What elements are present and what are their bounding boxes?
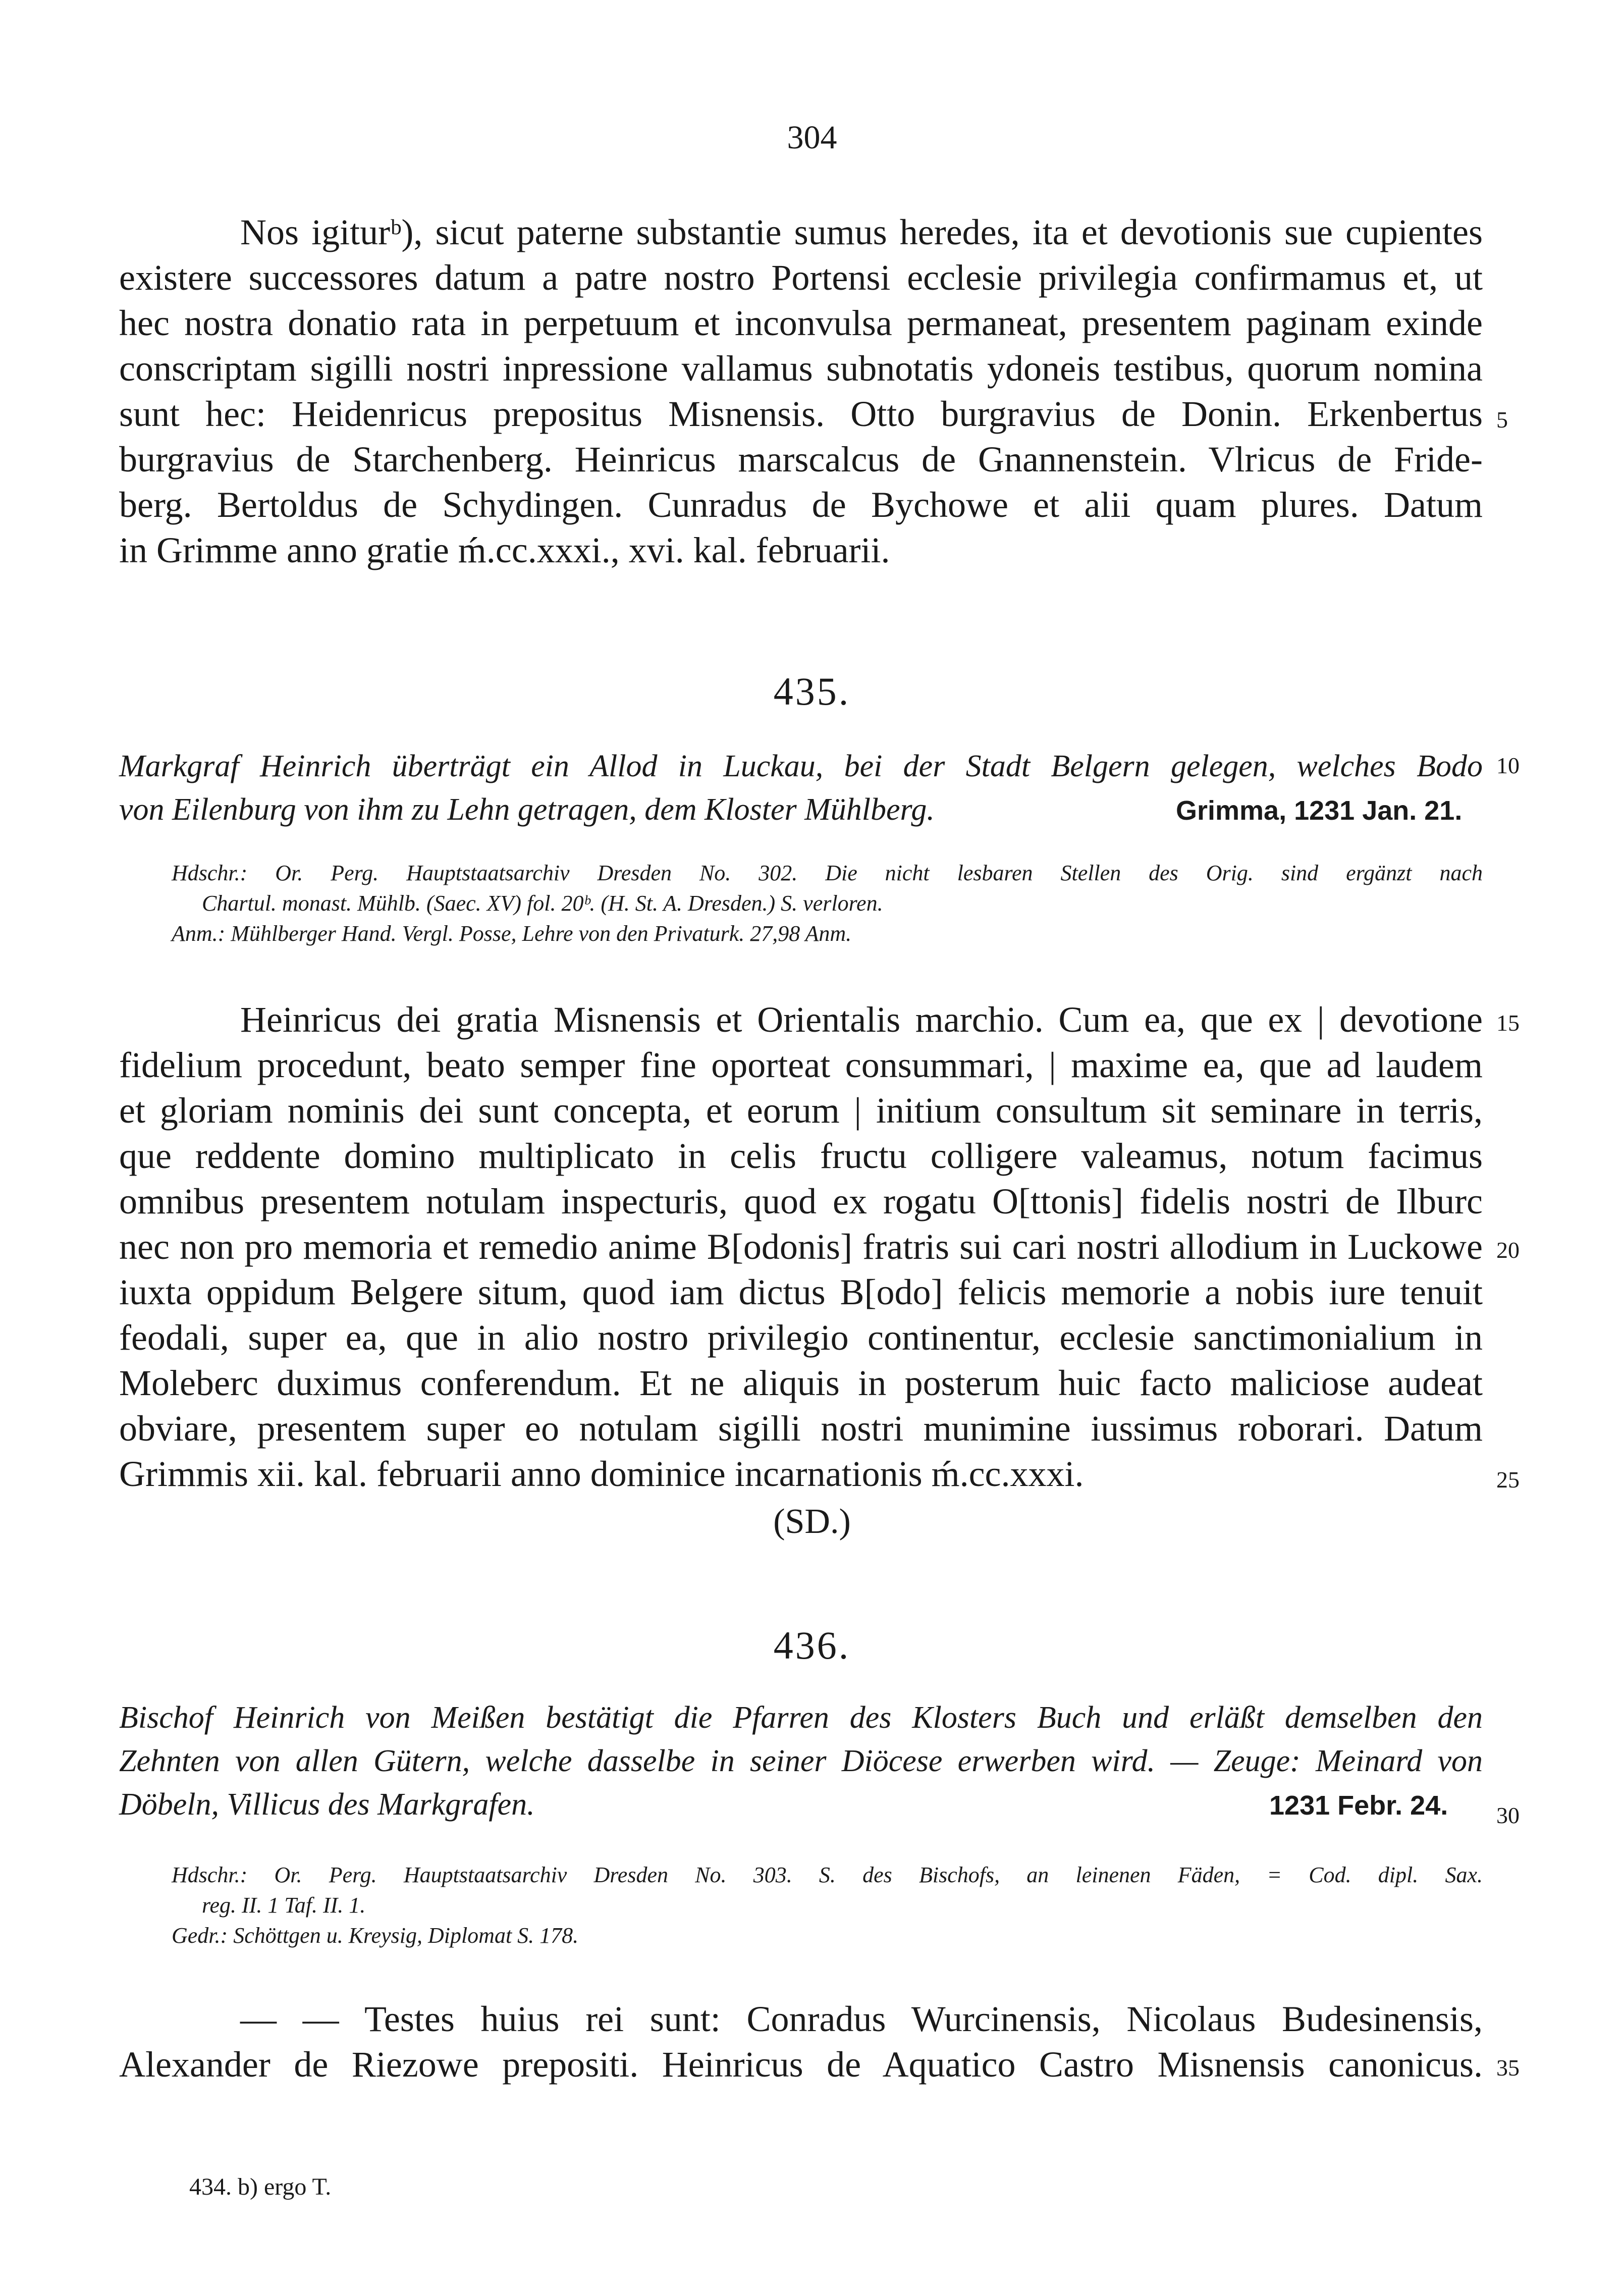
text-line: omnibus presentem notulam inspecturis, quod ex rogatu O[ttonis] fidelis nostri de Ilburc [119, 1181, 1483, 1221]
text-line: que reddente domino multiplicato in celis fructu colligere valeamus, notum facimus [119, 1136, 1483, 1176]
note-line: Hdschr.: Or. Perg. Hauptstaatsarchiv Dresden No. 302. Die nicht lesbaren Stellen des Orig. sind ergänzt nach [172, 861, 1483, 885]
note-line: Gedr.: Schöttgen u. Kreysig, Diplomat S. 178. [172, 1923, 579, 1948]
text-line: Alexander de Riezowe prepositi. Heinricus de Aquatico Castro Misnensis canonicus. [119, 2044, 1483, 2085]
line-number: 5 [1496, 407, 1508, 433]
document-date: 1231 Febr. 24. [1269, 1790, 1448, 1821]
note-line: Anm.: Mühlberger Hand. Vergl. Posse, Lehre von den Privaturk. 27,98 Anm. [172, 921, 852, 946]
text-line: berg. Bertoldus de Schydingen. Cunradus de Bychowe et alii quam plures. Datum [119, 485, 1483, 525]
text-line: et gloriam nominis dei sunt concepta, et eorum | initium consultum sit seminare in terris, [119, 1090, 1483, 1131]
regest-line: Zehnten von allen Gütern, welche dasselbe in seiner Diöcese erwerben wird. — Zeuge: Meinard von [119, 1744, 1483, 1778]
text-line: Grimmis xii. kal. februarii anno dominice incarnationis ḿ.cc.xxxi. [119, 1454, 1084, 1494]
text-line: existere successores datum a patre nostro Portensi ecclesie privilegia confirmamus et, ut [119, 257, 1483, 298]
text-line: fidelium procedunt, beato semper fine oporteat consummari, | maxime ea, que ad laudem [119, 1045, 1483, 1085]
seal-mark: (SD.) [773, 1502, 851, 1541]
line-number: 35 [1496, 2055, 1520, 2081]
line-number: 20 [1496, 1237, 1520, 1263]
line-number: 10 [1496, 753, 1520, 778]
text-line: Moleberc duximus conferendum. Et ne aliquis in posterum huic facto maliciose audeat [119, 1363, 1483, 1403]
text-line: — — Testes huius rei sunt: Conradus Wurcinensis, Nicolaus Budesinensis, [240, 1999, 1483, 2039]
document-number-436: 436. [773, 1623, 851, 1667]
regest-line: Döbeln, Villicus des Markgrafen. [119, 1787, 535, 1822]
text-line: sunt hec: Heidenricus prepositus Misnensis. Otto burgravius de Donin. Erkenbertus [119, 394, 1483, 434]
regest-line: von Eilenburg von ihm zu Lehn getragen, dem Kloster Mühlberg. [119, 792, 935, 827]
document-number-435: 435. [773, 669, 851, 713]
text-line: Nos igiturᵇ), sicut paterne substantie sumus heredes, ita et devotionis sue cupientes [240, 212, 1483, 252]
note-line: Hdschr.: Or. Perg. Hauptstaatsarchiv Dresden No. 303. S. des Bischofs, an leinenen Fäden, = Cod. dipl. Sax. [172, 1863, 1483, 1887]
line-number: 25 [1496, 1467, 1520, 1493]
page-number: 304 [787, 119, 837, 156]
regest-line: Markgraf Heinrich überträgt ein Allod in Luckau, bei der Stadt Belgern gelegen, welches Bodo [119, 749, 1483, 783]
footnote: 434. b) ergo T. [189, 2173, 332, 2200]
text-line: iuxta oppidum Belgere situm, quod iam dictus B[odo] felicis memorie a nobis iure tenuit [119, 1272, 1483, 1312]
note-line: reg. II. 1 Taf. II. 1. [202, 1893, 366, 1918]
line-number: 30 [1496, 1802, 1520, 1828]
text-line: obviare, presentem super eo notulam sigilli nostri munimine iussimus roborari. Datum [119, 1408, 1483, 1449]
text-line: feodali, super ea, que in alio nostro privilegio continentur, ecclesie sanctimonialium in [119, 1317, 1483, 1358]
note-line: Chartul. monast. Mühlb. (Saec. XV) fol. 20ᵇ. (H. St. A. Dresden.) S. verloren. [202, 891, 883, 916]
document-date: Grimma, 1231 Jan. 21. [1176, 795, 1463, 826]
text-line: nec non pro memoria et remedio anime B[odonis] fratris sui cari nostri allodium in Luckowe [119, 1227, 1483, 1267]
text-line: Heinricus dei gratia Misnensis et Orientalis marchio. Cum ea, que ex | devotione [240, 999, 1483, 1040]
line-number: 15 [1496, 1010, 1520, 1036]
text-line: in Grimme anno gratie ḿ.cc.xxxi., xvi. kal. februarii. [119, 530, 890, 570]
text-line: burgravius de Starchenberg. Heinricus marscalcus de Gnannenstein. Vlricus de Fride- [119, 439, 1483, 480]
text-line: conscriptam sigilli nostri inpressione vallamus subnotatis ydoneis testibus, quorum nomina [119, 348, 1483, 389]
text-line: hec nostra donatio rata in perpetuum et inconvulsa permaneat, presentem paginam exinde [119, 303, 1483, 343]
regest-line: Bischof Heinrich von Meißen bestätigt die Pfarren des Klosters Buch und erläßt demselben den [119, 1701, 1483, 1735]
